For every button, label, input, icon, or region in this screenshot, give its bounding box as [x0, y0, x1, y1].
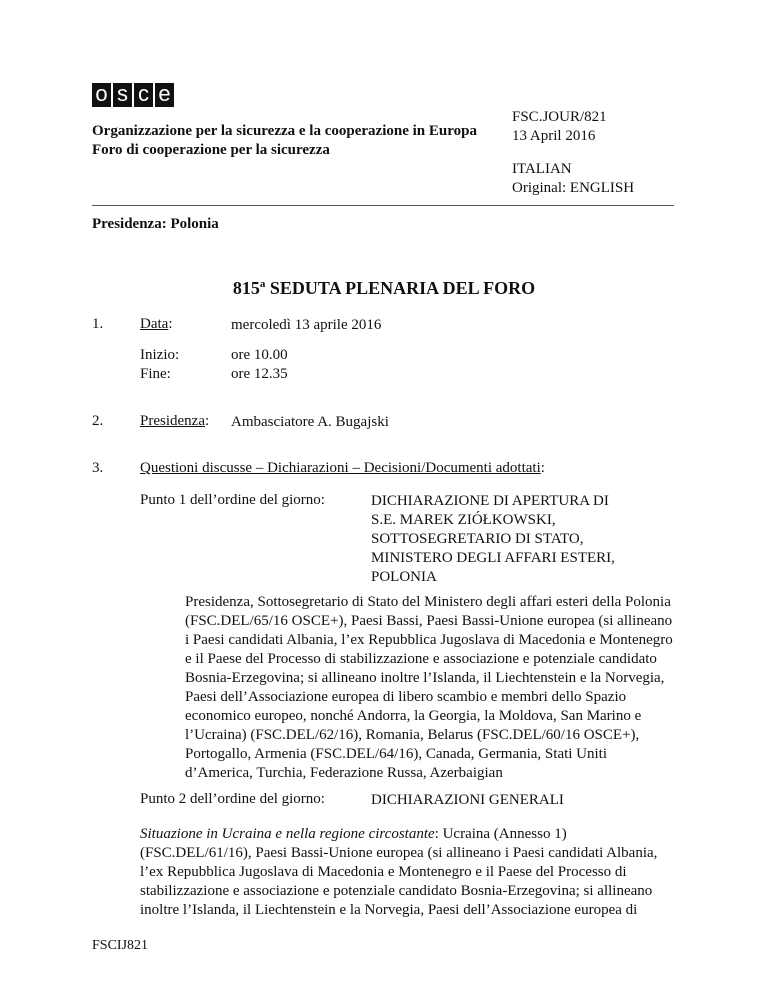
doc-ref: FSC.JOUR/821 — [512, 109, 607, 125]
times-values — [231, 346, 288, 384]
logo-letter: c — [134, 83, 153, 107]
agenda-title-line: POLONIA — [371, 569, 437, 585]
agenda-topic-text: : Ucraina (Annesso 1) (FSC.DEL/61/16), Paesi Bassi-Unione europea (si allineano i Paesi candidati Albania, l’ex Repubblica Jugoslava di Macedonia e Montenegro e il Paese del Processo di stabilizzazione e associazione e potenziale candidato Bosnia-Erzegovina; si allineano inoltre l’Islanda, il Liechtenstein e la Norvegia, Paesi dell’Associazione europea di — [140, 826, 658, 918]
logo-letter: s — [113, 83, 132, 107]
logo-letter: e — [155, 83, 174, 107]
data-value: mercoledì 13 aprile 2016 — [231, 317, 382, 333]
presidenza-value: Ambasciatore A. Bugajski — [231, 414, 389, 430]
agenda-item-paragraph: Presidenza, Sottosegretario di Stato del Ministero degli affari esteri della Polonia (FSC.DEL/65/16 OSCE+), Paesi Bassi, Paesi Bassi-Unione europea (si allineano i Paesi candidati Albania, l’ex Repubblica Jugoslava di Macedonia e Montenegro e il Paese del Processo di stabilizzazione e associazione e potenziale candidato Bosnia-Erzegovina; si allineano inoltre l’Islanda, il Liechtenstein e la Norvegia, Paesi dell’Associazione europea di libero scambio e membri dello Spazio economico europeo, nonché Andorra, la Georgia, la Moldova, San Marino e l’Ucraina) (FSC.DEL/62/16), Romania, Belarus (FSC.DEL/60/16 OSCE+), Portogallo, Armenia (FSC.DEL/64/16), Canada, Germania, Stati Uniti d’America, Turchia, Federazione Russa, Azerbaigian — [185, 594, 673, 781]
title-number: 815 — [232, 278, 260, 298]
agenda-item-title — [371, 492, 615, 587]
agenda-topic: Situazione in Ucraina e nella regione circostante — [140, 826, 435, 842]
data-label-text: Data — [140, 316, 169, 332]
org-line-2: Foro di cooperazione per la sicurezza — [92, 142, 330, 158]
organization-name — [92, 122, 477, 160]
title-sup: a — [259, 278, 266, 290]
agenda-title-line: DICHIARAZIONE DI APERTURA DI — [371, 493, 609, 509]
language: ITALIAN — [512, 161, 572, 177]
section-number: 2. — [92, 413, 104, 429]
header-divider — [92, 205, 674, 206]
title-text: SEDUTA PLENARIA DEL FORO — [265, 278, 536, 298]
section-number: 1. — [92, 316, 104, 332]
osce-logo — [92, 83, 174, 107]
section-3-heading: Questioni discusse – Dichiarazioni – Decisioni/Documenti adottati: — [140, 460, 545, 476]
logo-letter: o — [92, 83, 111, 107]
agenda-title-line: SOTTOSEGRETARIO DI STATO, — [371, 531, 584, 547]
agenda-item-label: Punto 1 dell’ordine del giorno: — [140, 492, 325, 508]
document-language — [512, 160, 634, 198]
fine-value: ore 12.35 — [231, 366, 288, 382]
agenda-item-paragraph — [140, 825, 680, 920]
agenda-title-line: MINISTERO DEGLI AFFARI ESTERI, — [371, 550, 615, 566]
agenda-title-line: S.E. MAREK ZIÓŁKOWSKI, — [371, 512, 556, 528]
inizio-label: Inizio: — [140, 347, 180, 363]
presidenza-label: Presidenza: — [140, 413, 210, 429]
section-number: 3. — [92, 460, 104, 476]
org-line-1: Organizzazione per la sicurezza e la cooperazione in Europa — [92, 123, 477, 139]
data-label: Data: — [140, 316, 173, 332]
page-title — [0, 278, 768, 299]
fine-label: Fine: — [140, 366, 171, 382]
agenda-item-title: DICHIARAZIONI GENERALI — [371, 792, 564, 808]
section-3-heading-text: Questioni discusse – Dichiarazioni – Decisioni/Documenti adottati — [140, 460, 541, 476]
agenda-item-label: Punto 2 dell’ordine del giorno: — [140, 791, 325, 807]
original-language: Original: ENGLISH — [512, 180, 635, 196]
presidenza-label-text: Presidenza — [140, 413, 205, 429]
inizio-value: ore 10.00 — [231, 347, 288, 363]
times-labels — [140, 346, 179, 384]
footer-code: FSCIJ821 — [92, 938, 149, 953]
doc-date: 13 April 2016 — [512, 128, 596, 144]
document-reference — [512, 108, 607, 146]
presidency: Presidenza: Polonia — [92, 216, 219, 232]
